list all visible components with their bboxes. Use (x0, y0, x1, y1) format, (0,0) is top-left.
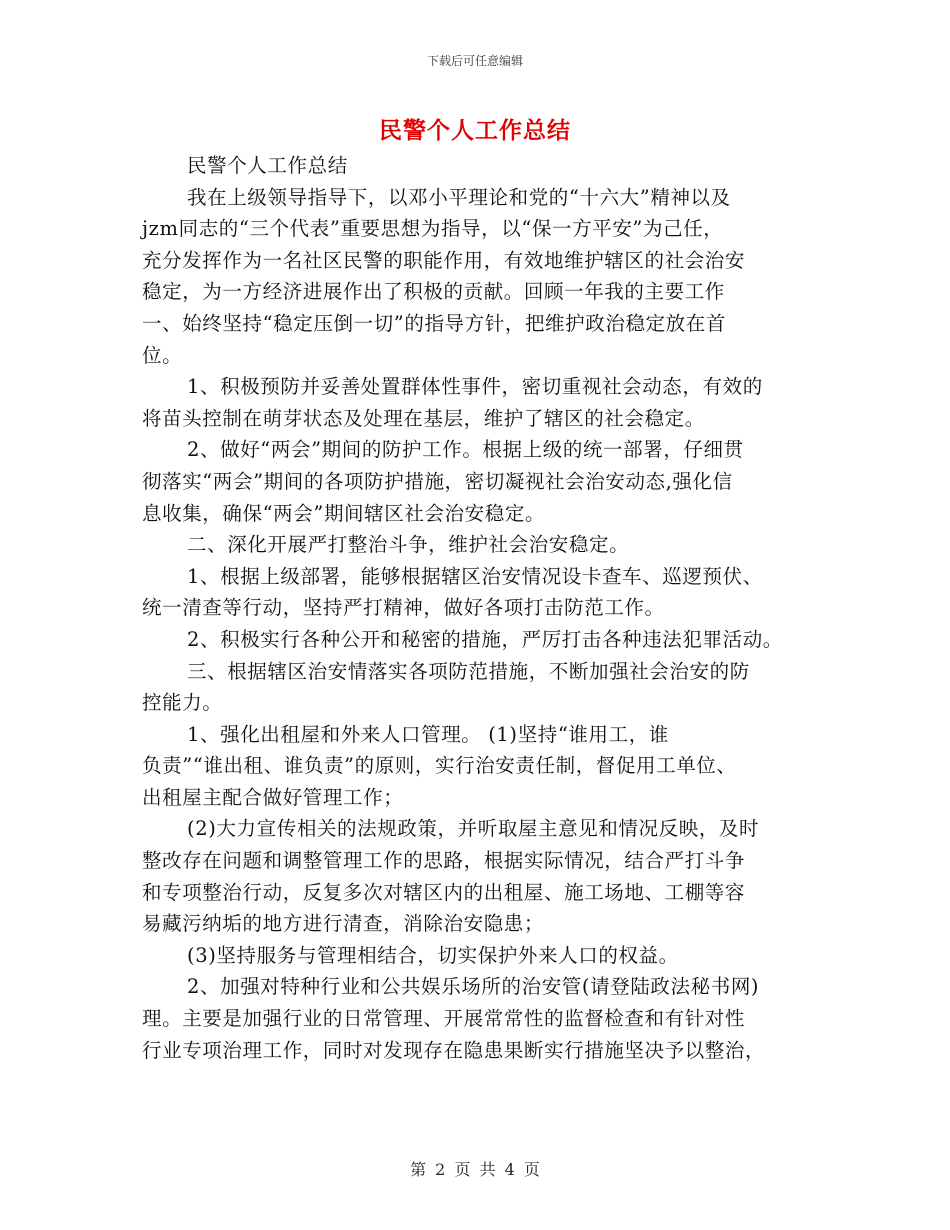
body-line: 充分发挥作为一名社区民警的职能作用，有效地维护辖区的社会治安 (142, 248, 746, 272)
body-line: 一、始终坚持“稳定压倒一切”的指导方针，把维护政治稳定放在首 (142, 311, 726, 335)
body-line: 控能力。 (142, 691, 223, 715)
body-line: 和专项整治行动，反复多次对辖区内的出租屋、施工场地、工棚等容 (142, 880, 746, 904)
body-line: (3)坚持服务与管理相结合，切实保护外来人口的权益。 (187, 943, 679, 967)
body-line: 息收集，确保“两会”期间辖区社会治安稳定。 (142, 501, 546, 525)
page-footer: 第 2 页 共 4 页 (410, 1160, 540, 1179)
body-line: (2)大力宣传相关的法规政策，并听取屋主意见和情况反映，及时 (187, 817, 760, 841)
body-line: 出租屋主配合做好管理工作； (142, 785, 404, 809)
body-line: 民警个人工作总结 (187, 154, 348, 177)
body-line: 统一清查等行动，坚持严打精神，做好各项打击防范工作。 (142, 596, 665, 620)
body-line: 稳定，为一方经济进展作出了积极的贡献。回顾一年我的主要工作 (142, 280, 725, 304)
body-line: 2、做好“两会”期间的防护工作。根据上级的统一部署，仔细贯 (187, 438, 744, 462)
body-line: 三、根据辖区治安情落实各项防范措施，不断加强社会治安的防 (187, 659, 750, 683)
body-line: 整改存在问题和调整管理工作的思路，根据实际情况，结合严打斗争 (142, 849, 746, 873)
body-line: 行业专项治理工作，同时对发现存在隐患果断实行措施坚决予以整治， (142, 1038, 766, 1062)
body-line: 1、根据上级部署，能够根据辖区治安情况设卡查车、巡逻预伏、 (187, 564, 763, 588)
document-body (142, 150, 808, 1066)
body-line: 理。主要是加强行业的日常管理、开展常常性的监督检查和有针对性 (142, 1007, 746, 1031)
body-line: 2、加强对特种行业和公共娱乐场所的治安管(请登陆政法秘书网) (187, 975, 760, 999)
body-line: 二、深化开展严打整治斗争，维护社会治安稳定。 (187, 533, 630, 557)
document-title: 民警个人工作总结 (379, 118, 571, 144)
body-line: 负责”“谁出租、谁负责”的原则，实行治安责任制，督促用工单位、 (142, 754, 737, 778)
body-line: 将苗头控制在萌芽状态及处理在基层，维护了辖区的社会稳定。 (142, 406, 705, 430)
body-line: 彻落实“两会”期间的各项防护措施，密切凝视社会治安动态,强化信 (142, 469, 733, 493)
body-line: jzm同志的“三个代表”重要思想为指导，以“保一方平安”为己任， (142, 217, 724, 241)
page-header-note: 下载后可任意编辑 (426, 54, 523, 68)
body-line: 2、积极实行各种公开和秘密的措施，严厉打击各种违法犯罪活动。 (187, 627, 783, 651)
body-line: 位。 (142, 343, 183, 367)
body-line: 1、积极预防并妥善处置群体性事件，密切重视社会动态，有效的 (187, 375, 763, 399)
body-line: 我在上级领导指导下，以邓小平理论和党的“十六大”精神以及 (187, 185, 731, 209)
body-line: 1、强化出租屋和外来人口管理。 (1)坚持“谁用工，谁 (187, 722, 669, 746)
body-line: 易藏污纳垢的地方进行清查，消除治安隐患； (142, 912, 545, 936)
